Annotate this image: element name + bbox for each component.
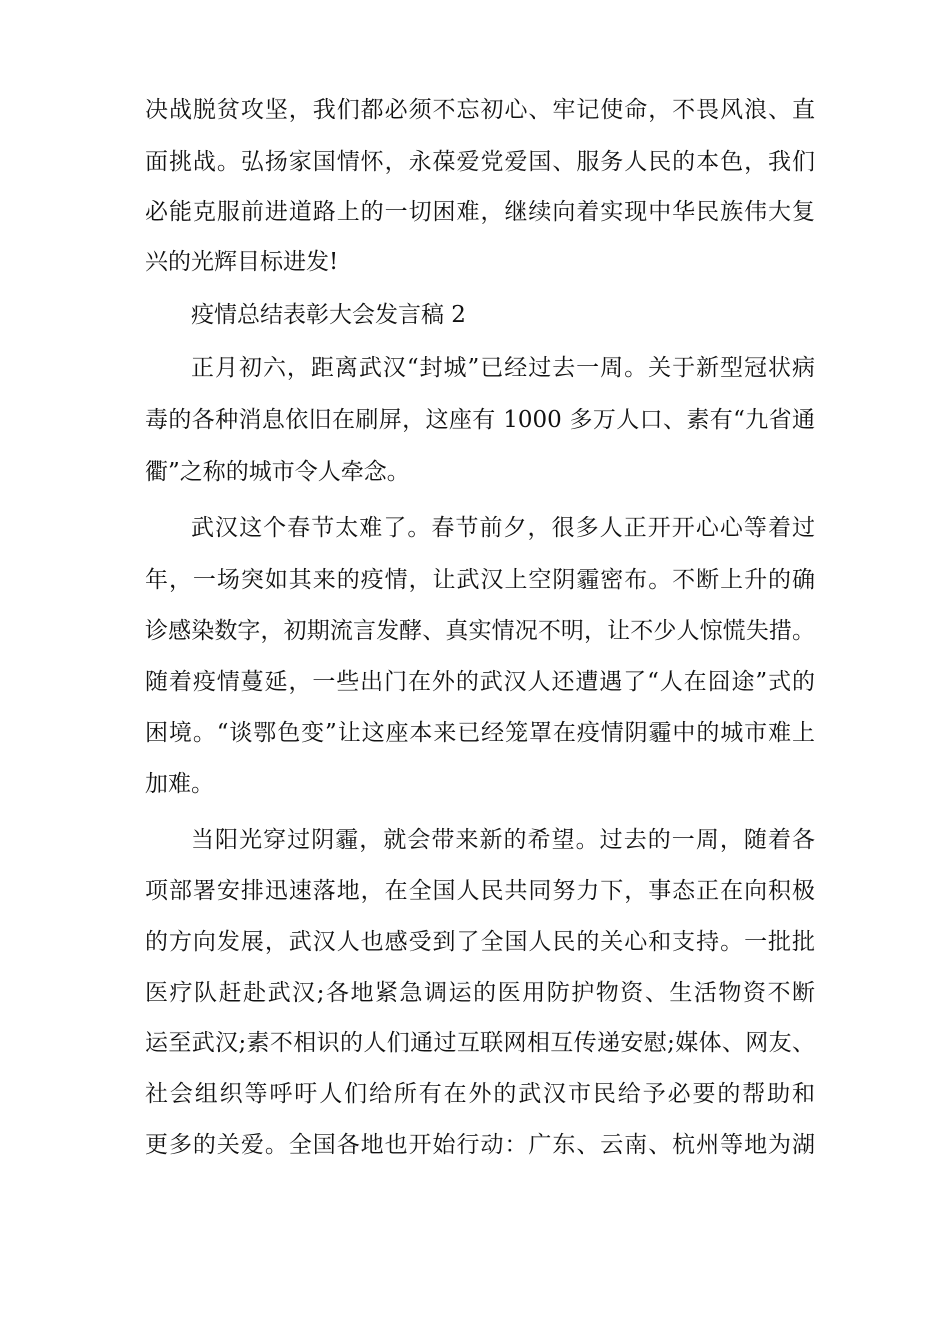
text-line: 年，一场突如其来的疫情，让武汉上空阴霾密布。不断上升的确	[145, 567, 815, 593]
text-line: 兴的光辉目标进发!	[145, 249, 339, 275]
text-line: 武汉这个春节太难了。春节前夕，很多人正开开心心等着过	[191, 515, 815, 541]
text-line: 运至武汉;素不相识的人们通过互联网相互传递安慰;媒体、网友、	[145, 1030, 815, 1056]
text-line: 正月初六，距离武汉“封城”已经过去一周。关于新型冠状病	[191, 355, 815, 381]
text-line: 医疗队赶赴武汉;各地紧急调运的医用防护物资、生活物资不断	[145, 980, 815, 1006]
text-line: 项部署安排迅速落地，在全国人民共同努力下，事态正在向积极	[145, 878, 815, 904]
text-line: 更多的关爱。全国各地也开始行动：广东、云南、杭州等地为湖	[145, 1132, 815, 1158]
text-line: 毒的各种消息依旧在刷屏，这座有 1000 多万人口、素有“九省通	[145, 407, 815, 433]
text-line: 衢”之称的城市令人牵念。	[145, 459, 410, 485]
text-line: 当阳光穿过阴霾，就会带来新的希望。过去的一周，随着各	[191, 827, 815, 853]
text-line: 决战脱贫攻坚，我们都必须不忘初心、牢记使命，不畏风浪、直	[145, 97, 815, 123]
text-line: 社会组织等呼吁人们给所有在外的武汉市民给予必要的帮助和	[145, 1081, 815, 1107]
text-line: 诊感染数字，初期流言发酵、真实情况不明，让不少人惊慌失措。	[145, 618, 815, 644]
text-line: 加难。	[145, 771, 214, 797]
text-line: 的方向发展，武汉人也感受到了全国人民的关心和支持。一批批	[145, 929, 815, 955]
text-line: 面挑战。弘扬家国情怀，永葆爱党爱国、服务人民的本色，我们	[145, 149, 815, 175]
text-line: 困境。“谈鄂色变”让这座本来已经笼罩在疫情阴霾中的城市难上	[145, 720, 815, 746]
text-line: 随着疫情蔓延，一些出门在外的武汉人还遭遇了“人在囧途”式的	[145, 669, 815, 695]
text-line: 必能克服前进道路上的一切困难，继续向着实现中华民族伟大复	[145, 199, 815, 225]
section-heading: 疫情总结表彰大会发言稿 2	[191, 302, 466, 328]
